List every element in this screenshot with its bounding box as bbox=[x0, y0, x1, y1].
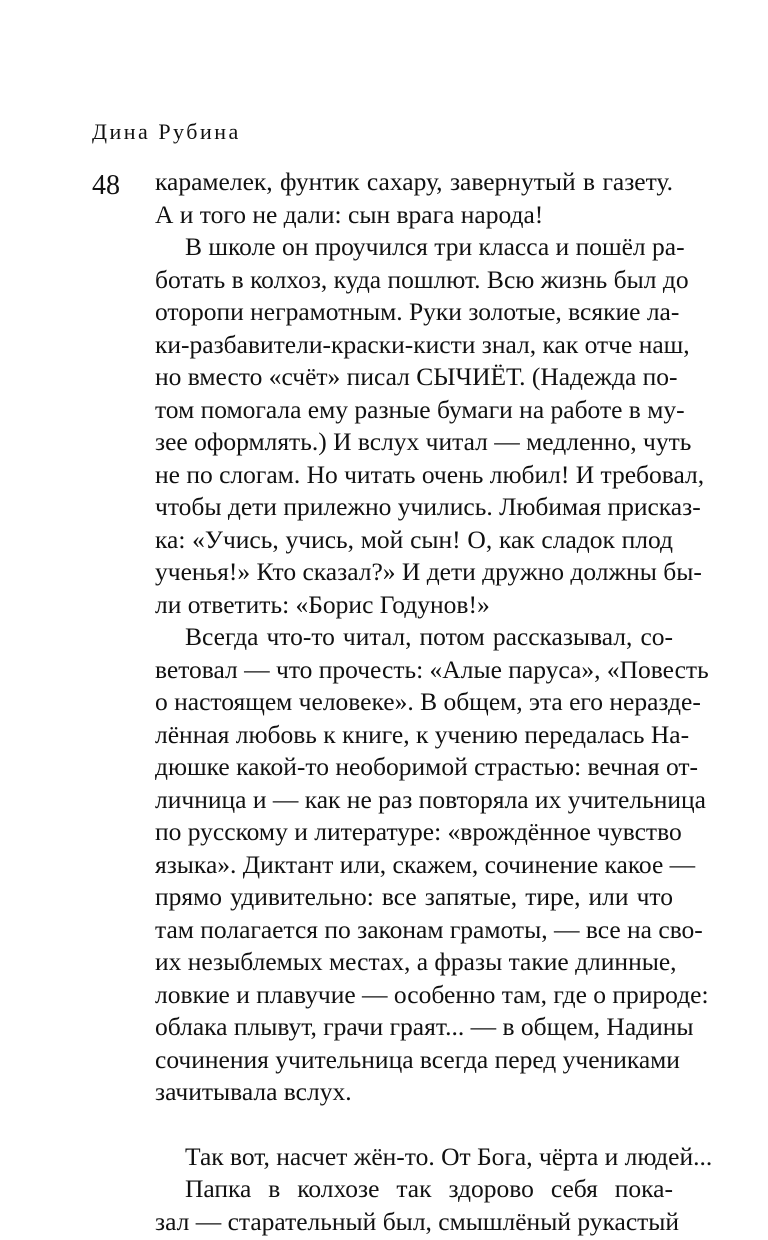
text-line: Так вот, насчет жён-то. От Бога, чёрта и людей... bbox=[185, 1141, 713, 1171]
text-line: прямо удивительно: все запятые, тире, или что bbox=[155, 882, 673, 911]
text-line: Всегда что-то читал, потом рассказывал, со- bbox=[185, 622, 673, 651]
text-line: зее оформлять.) И вслух читал — медленно, чуть bbox=[155, 427, 692, 456]
text-line: ловкие и плавучие — особенно там, где о природе: bbox=[155, 979, 709, 1009]
text-line: оторопи неграмотным. Руки золотые, всякие ла- bbox=[155, 297, 680, 326]
text-line: ки-разбавители-краски-кисти знал, как отче наш, bbox=[155, 329, 690, 359]
text-line: том помогала ему разные бумаги на работе в му- bbox=[155, 394, 685, 424]
text-line: Папка в колхозе так здорово себя пока- bbox=[185, 1174, 673, 1203]
text-line: языка». Диктант или, скажем, сочинение какое — bbox=[155, 849, 696, 879]
text-line: сочинения учительница всегда перед учениками bbox=[155, 1044, 680, 1074]
text-line: ботать в колхоз, куда пошлют. Всю жизнь был до bbox=[155, 264, 689, 294]
text-line: чтобы дети прилежно учились. Любимая присказ- bbox=[155, 492, 701, 521]
text-line: ли ответить: «Борис Годунов!» bbox=[155, 589, 490, 619]
text-line: лённая любовь к книге, к учению передалась На- bbox=[155, 719, 690, 749]
text-line: В школе он проучился три класса и пошёл ра- bbox=[185, 232, 685, 261]
text-line: зачитывала вслух. bbox=[155, 1077, 352, 1106]
text-line: облака плывут, грачи граят... — в общем, Надины bbox=[155, 1012, 694, 1041]
text-line: личница и — как не раз повторяла их учительница bbox=[155, 784, 706, 814]
running-head-author: Дина Рубина bbox=[92, 119, 241, 144]
text-line: дюшке какой-то необоримой страстью: вечная от- bbox=[155, 752, 699, 781]
text-line: о настоящем человеке». В общем, эта его нераздe- bbox=[155, 687, 701, 716]
text-line: зал — старательный был, смышлёный рукастый bbox=[155, 1206, 680, 1236]
text-line: карамелек, фунтик сахару, завернутый в газету. bbox=[155, 167, 673, 196]
text-line: их незыблемых местах, а фразы такие длинные, bbox=[155, 947, 677, 976]
text-line: но вместо «счёт» писал СЫЧИЁТ. (Надежда по- bbox=[155, 362, 678, 391]
page-number: 48 bbox=[92, 170, 120, 201]
text-line: ка: «Учись, учись, мой сын! О, как сладок плод bbox=[155, 524, 673, 554]
text-line: ученья!» Кто сказал?» И дети дружно должны бы- bbox=[155, 557, 702, 586]
text-line: по русскому и литературе: «врождённое чувство bbox=[155, 817, 682, 846]
text-line: А и того не дали: сын врага народа! bbox=[155, 199, 544, 229]
text-line: там полагается по законам грамоты, — все на сво- bbox=[155, 914, 703, 944]
text-line: не по слогам. Но читать очень любил! И требовал, bbox=[155, 459, 705, 489]
body-text bbox=[155, 166, 713, 1238]
section-break bbox=[155, 1109, 673, 1141]
text-line: ветовал — что прочесть: «Алые паруса», «Повесть bbox=[155, 654, 709, 684]
